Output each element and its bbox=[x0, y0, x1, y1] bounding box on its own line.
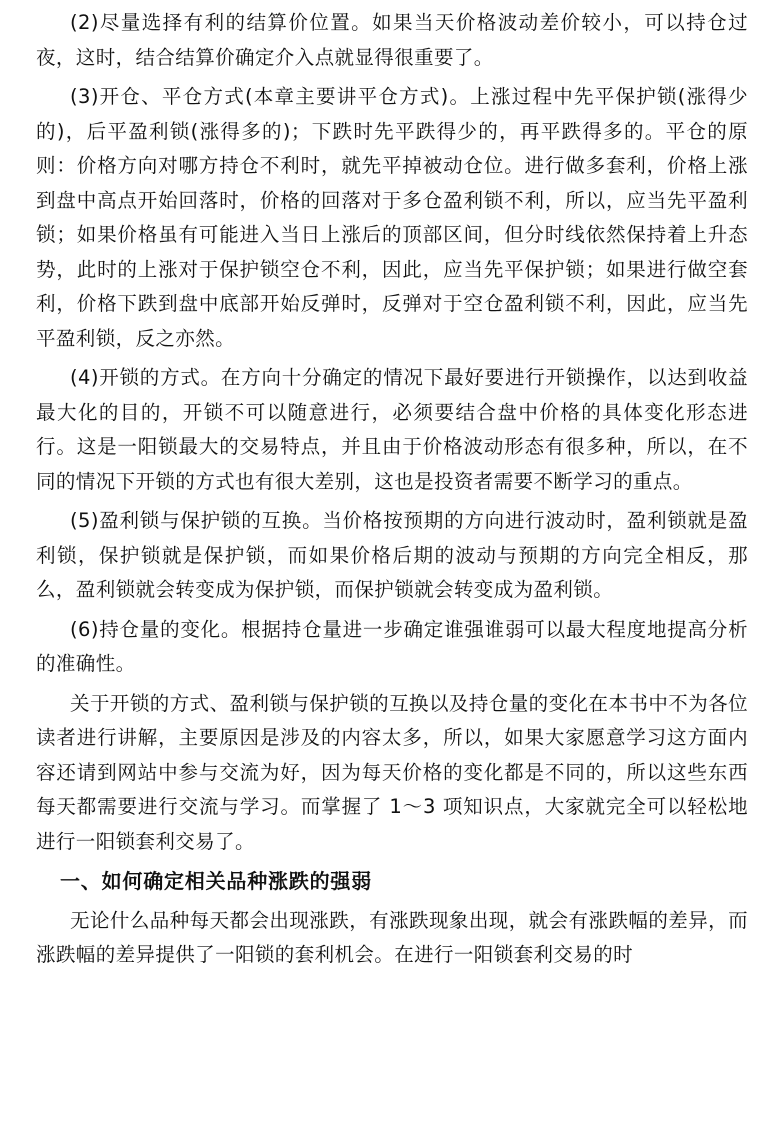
paragraph-open-close-method: (3)开仓、平仓方式(本章主要讲平仓方式)。上涨过程中先平保护锁(涨得少的)，后平盈利锁(涨得多的)；下跌时先平跌得少的，再平跌得多的。平仓的原则：价格方向对哪方持仓不利时，就先平掉被动仓位。进行做多套利，价格上涨到盘中高点开始回落时，价格的回落对于多仓盈利锁不利，所以，应当先平盈利锁；如果价格虽有可能进入当日上涨后的顶部区间，但分时线依然保持着上升态势，此时的上涨对于保护锁空仓不利，因此，应当先平保护锁；如果进行做空套利，价格下跌到盘中底部开始反弹时，反弹对于空仓盈利锁不利，因此，应当先平盈利锁，反之亦然。 bbox=[36, 85, 748, 350]
paragraph-closing: 无论什么品种每天都会出现涨跌，有涨跌现象出现，就会有涨跌幅的差异，而涨跌幅的差异提供了一阳锁的套利机会。在进行一阳锁套利交易的时 bbox=[36, 908, 748, 966]
paragraph-settlement-price: (2)尽量选择有利的结算价位置。如果当天价格波动差价较小，可以持仓过夜，这时，结合结算价确定介入点就显得很重要了。 bbox=[36, 11, 748, 69]
paragraph-lock-swap: (5)盈利锁与保护锁的互换。当价格按预期的方向进行波动时，盈利锁就是盈利锁，保护锁就是保护锁，而如果价格后期的波动与预期的方向完全相反，那么，盈利锁就会转变成为保护锁，而保护锁就会转变成为盈利锁。 bbox=[36, 509, 748, 601]
paragraph-open-interest: (6)持仓量的变化。根据持仓量进一步确定谁强谁弱可以最大程度地提高分析的准确性。 bbox=[36, 617, 748, 675]
section-heading: 一、如何确定相关品种涨跌的强弱 bbox=[60, 869, 372, 893]
paragraph-unlock-method: (4)开锁的方式。在方向十分确定的情况下最好要进行开锁操作，以达到收益最大化的目的，开锁不可以随意进行，必须要结合盘中价格的具体变化形态进行。这是一阳锁最大的交易特点，并且由于价格波动形态有很多种，所以，在不同的情况下开锁的方式也有很大差别，这也是投资者需要不断学习的重点。 bbox=[36, 366, 748, 493]
paragraph-summary: 关于开锁的方式、盈利锁与保护锁的互换以及持仓量的变化在本书中不为各位读者进行讲解，主要原因是涉及的内容太多，所以，如果大家愿意学习这方面内容还请到网站中参与交流为好，因为每天价格的变化都是不同的，所以这些东西每天都需要进行交流与学习。而掌握了 1～3 项知识点，大家就完全可以轻松地进行一阳锁套利交易了。 bbox=[36, 691, 748, 853]
